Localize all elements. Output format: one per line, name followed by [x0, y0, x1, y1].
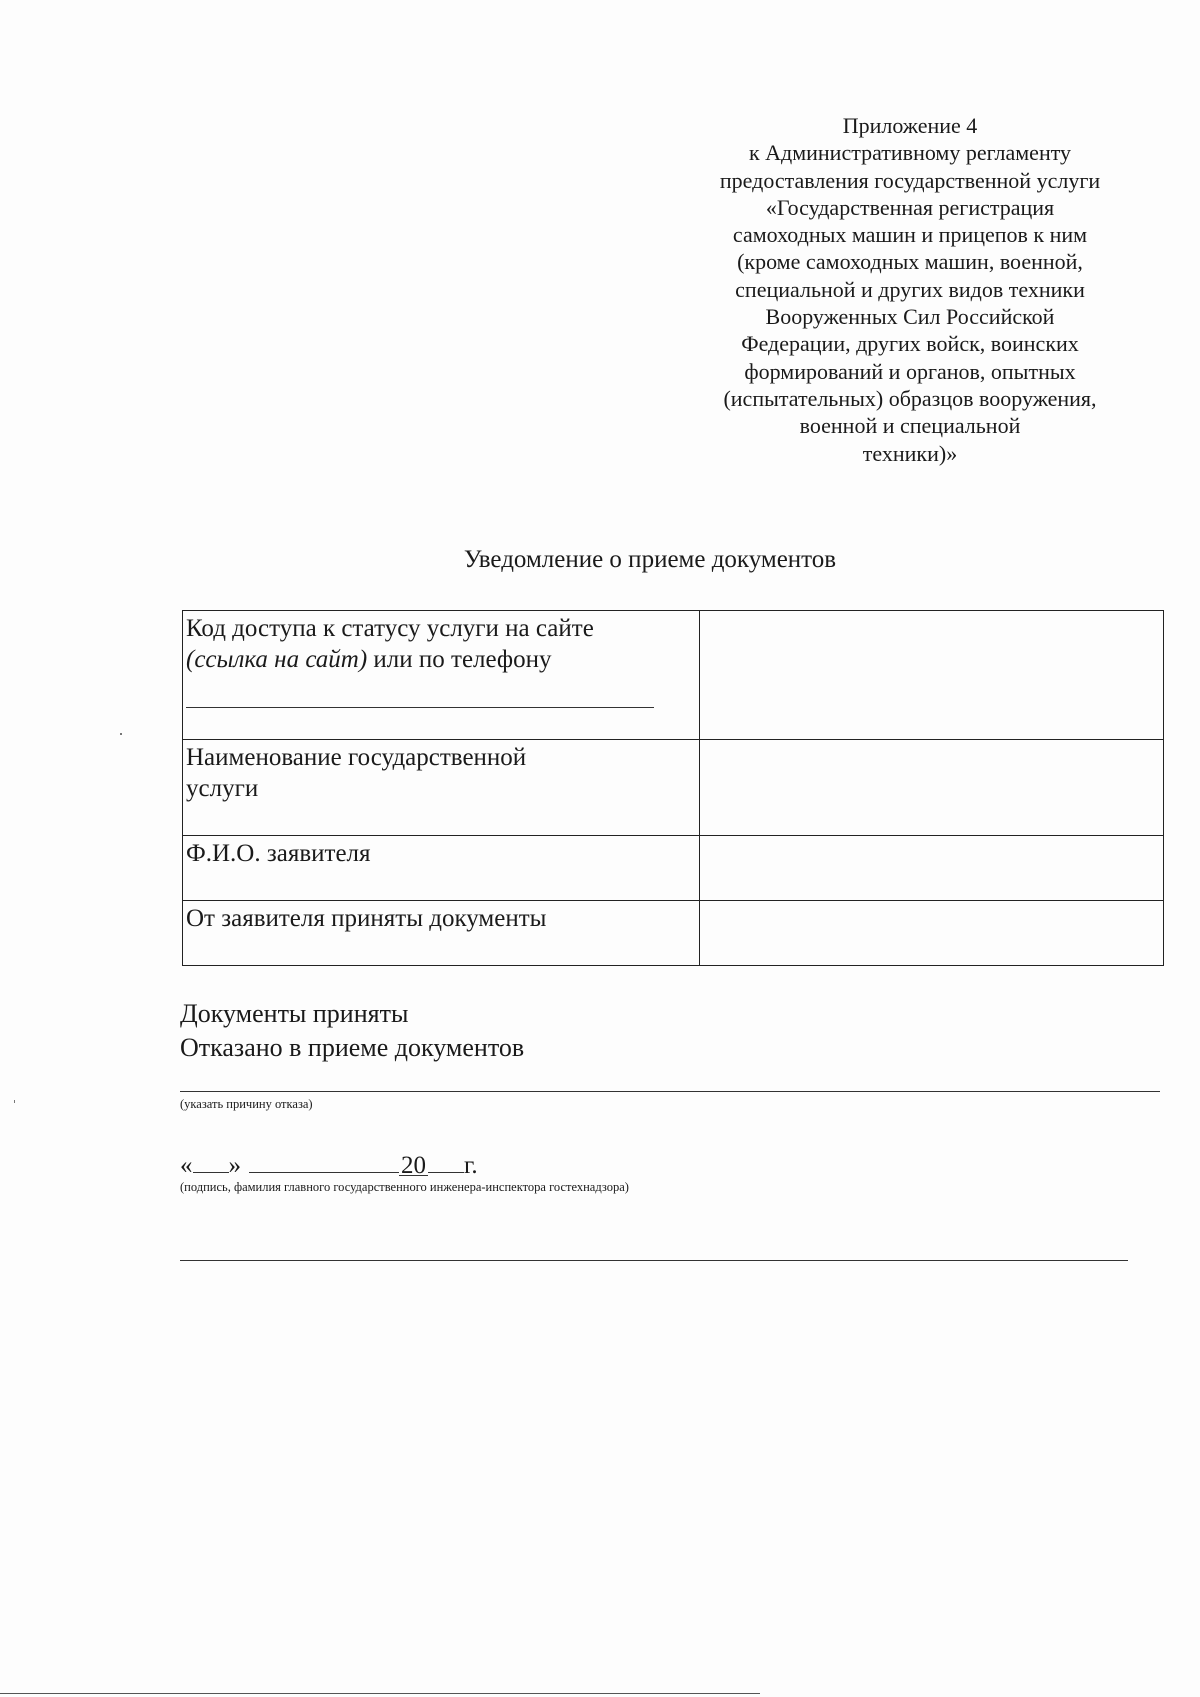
documents-accepted-text[interactable]: Документы приняты [180, 999, 409, 1028]
access-code-value-cell[interactable] [700, 611, 1164, 740]
applicant-name-label: Ф.И.О. заявителя [183, 836, 700, 901]
date-open-quote: « [180, 1152, 193, 1179]
appendix-line: предоставления государственной услуги [719, 167, 1101, 193]
status-block [180, 997, 524, 1065]
appendix-line: «Государственная регистрация [765, 194, 1055, 220]
site-link-text: (ссылка на сайт) [186, 646, 368, 673]
signature-caption: (подпись, фамилия главного государственного инженера-инспектора гостехнадзора) [180, 1180, 629, 1194]
year-prefix-blank [399, 1151, 428, 1179]
documents-refused-text[interactable]: Отказано в приеме документов [180, 1033, 525, 1062]
month-blank[interactable] [249, 1148, 399, 1173]
appendix-line: формирований и органов, опытных [744, 358, 1076, 384]
access-code-label: Код доступа к статусу услуги на сайте [186, 615, 594, 642]
service-name-label: Наименование государственной [186, 744, 527, 771]
day-blank[interactable] [193, 1148, 229, 1173]
table-row-applicant-name [183, 836, 1164, 901]
documents-received-label: От заявителя приняты документы [183, 901, 700, 966]
year-suffix: г. [464, 1152, 478, 1179]
access-code-label-cell [183, 611, 700, 740]
scan-speck [14, 1100, 15, 1103]
applicant-name-value-cell[interactable] [700, 836, 1164, 901]
appendix-line: техники)» [862, 440, 958, 466]
scan-speck [120, 733, 122, 735]
appendix-line: (кроме самоходных машин, военной, [737, 249, 1083, 275]
year-prefix: 20 [401, 1152, 426, 1179]
phone-text: или по телефону [367, 646, 552, 673]
documents-received-value-cell[interactable] [700, 901, 1164, 966]
appendix-line: Приложение 4 [842, 113, 978, 138]
service-name-value-cell[interactable] [700, 740, 1164, 836]
appendix-line: специальной и других видов техники [735, 276, 1085, 302]
table-row-access-code [183, 611, 1164, 740]
appendix-line: (испытательных) образцов вооружения, [723, 385, 1097, 411]
table-row-documents-received [183, 901, 1164, 966]
signature-line[interactable] [180, 1260, 1128, 1261]
table-row-service-name [183, 740, 1164, 836]
date-line [180, 1148, 478, 1181]
scan-edge-line [0, 1693, 760, 1694]
appendix-line: Вооруженных Сил Российской [765, 304, 1055, 330]
appendix-line: к Административному регламенту [748, 140, 1072, 166]
document-title: Уведомление о приеме документов [463, 546, 837, 573]
appendix-line: самоходных машин и прицепов к ним [732, 222, 1088, 248]
appendix-line: Федерации, других войск, воинских [741, 331, 1079, 357]
year-blank[interactable] [428, 1148, 464, 1173]
refusal-reason-caption: (указать причину отказа) [180, 1097, 313, 1111]
notice-table [182, 610, 1164, 966]
service-name-label-cell [183, 740, 700, 836]
appendix-header [700, 112, 1120, 467]
service-name-label-cont: услуги [186, 775, 259, 802]
refusal-reason-line[interactable] [180, 1091, 1160, 1092]
appendix-line: военной и специальной [799, 413, 1021, 439]
date-close-quote: » [228, 1152, 241, 1179]
access-code-blank-line[interactable] [186, 707, 654, 708]
